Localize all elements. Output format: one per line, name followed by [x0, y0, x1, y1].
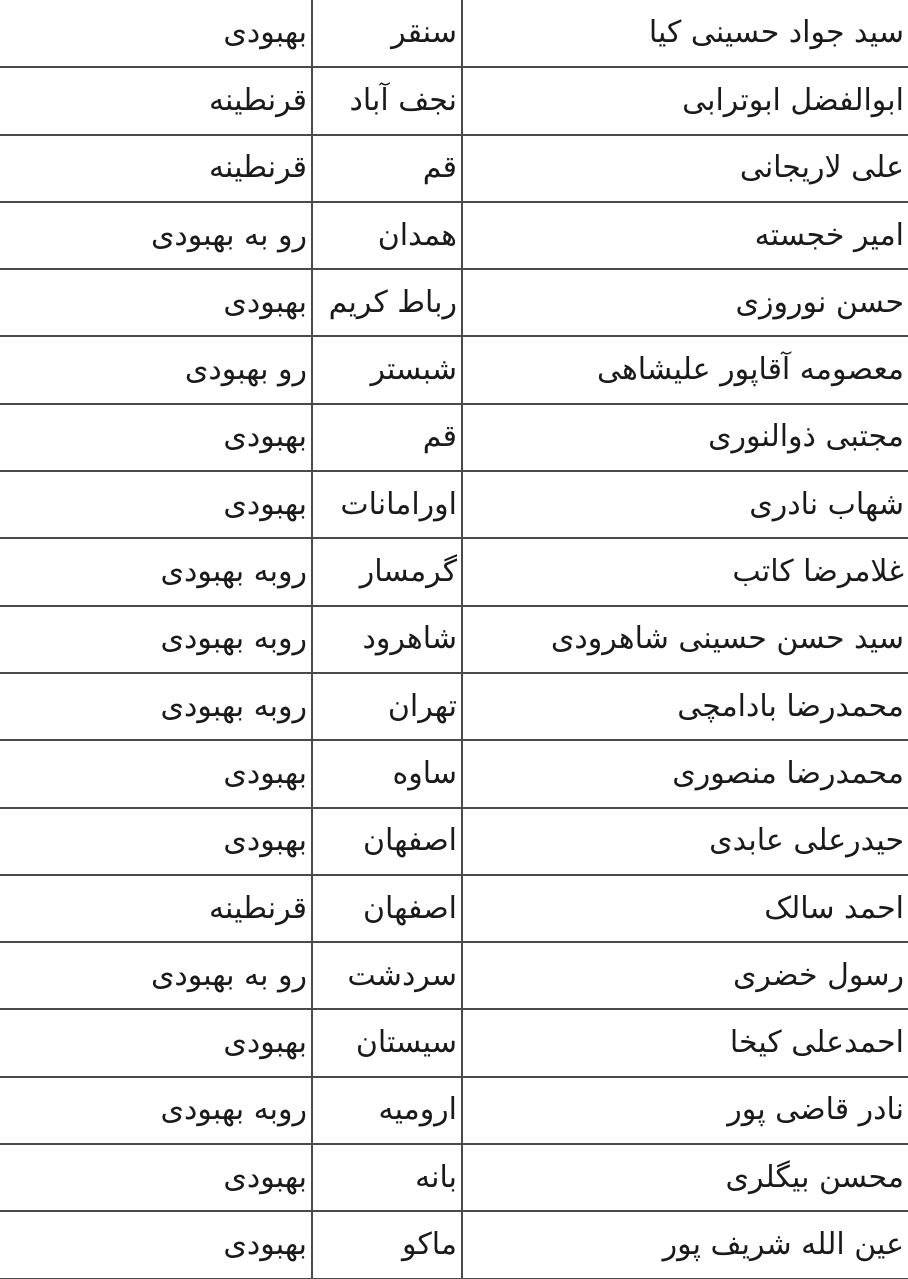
status-cell: روبه بهبودی — [0, 606, 312, 673]
city-cell: نجف آباد — [312, 67, 462, 134]
table-row — [0, 404, 908, 471]
table-row — [0, 1211, 908, 1278]
status-cell: بهبودی — [0, 0, 312, 67]
status-cell: بهبودی — [0, 808, 312, 875]
name-cell: سید حسن حسینی شاهرودی — [462, 606, 908, 673]
table-row — [0, 942, 908, 1009]
city-cell: شبستر — [312, 336, 462, 403]
table-row — [0, 269, 908, 336]
city-cell: تهران — [312, 673, 462, 740]
table-row — [0, 1077, 908, 1144]
table-row — [0, 538, 908, 605]
table-row — [0, 336, 908, 403]
city-cell: اصفهان — [312, 875, 462, 942]
city-cell: شاهرود — [312, 606, 462, 673]
name-cell: حسن نوروزی — [462, 269, 908, 336]
status-cell: بهبودی — [0, 1009, 312, 1076]
status-cell: بهبودی — [0, 1211, 312, 1278]
table-row — [0, 606, 908, 673]
name-cell: محمدرضا بادامچی — [462, 673, 908, 740]
status-cell: قرنطینه — [0, 875, 312, 942]
city-cell: همدان — [312, 202, 462, 269]
status-cell: قرنطینه — [0, 67, 312, 134]
status-cell: بهبودی — [0, 740, 312, 807]
name-cell: حیدرعلی عابدی — [462, 808, 908, 875]
table-row — [0, 67, 908, 134]
table-row — [0, 135, 908, 202]
city-cell: سیستان — [312, 1009, 462, 1076]
table-row — [0, 1144, 908, 1211]
status-cell: رو به بهبودی — [0, 202, 312, 269]
name-cell: غلامرضا کاتب — [462, 538, 908, 605]
city-cell: رباط کریم — [312, 269, 462, 336]
city-cell: ارومیه — [312, 1077, 462, 1144]
table-row — [0, 740, 908, 807]
name-cell: علی لاریجانی — [462, 135, 908, 202]
status-cell: رو به بهبودی — [0, 942, 312, 1009]
status-cell: روبه بهبودی — [0, 673, 312, 740]
name-cell: معصومه آقاپور علیشاهی — [462, 336, 908, 403]
table-row — [0, 202, 908, 269]
city-cell: ساوه — [312, 740, 462, 807]
table-row — [0, 808, 908, 875]
table-row — [0, 0, 908, 67]
status-cell: روبه بهبودی — [0, 1077, 312, 1144]
city-cell: قم — [312, 135, 462, 202]
name-cell: محمدرضا منصوری — [462, 740, 908, 807]
table-row — [0, 673, 908, 740]
city-cell: گرمسار — [312, 538, 462, 605]
table-row — [0, 1009, 908, 1076]
status-cell: بهبودی — [0, 269, 312, 336]
name-cell: احمدعلی کیخا — [462, 1009, 908, 1076]
city-cell: اصفهان — [312, 808, 462, 875]
name-cell: عین الله شریف پور — [462, 1211, 908, 1278]
status-cell: بهبودی — [0, 404, 312, 471]
table-row — [0, 471, 908, 538]
city-cell: بانه — [312, 1144, 462, 1211]
name-cell: احمد سالک — [462, 875, 908, 942]
status-cell: رو بهبودی — [0, 336, 312, 403]
name-cell: نادر قاضی پور — [462, 1077, 908, 1144]
name-cell: رسول خضری — [462, 942, 908, 1009]
city-cell: سردشت — [312, 942, 462, 1009]
city-cell: قم — [312, 404, 462, 471]
status-cell: روبه بهبودی — [0, 538, 312, 605]
status-cell: بهبودی — [0, 471, 312, 538]
name-cell: شهاب نادری — [462, 471, 908, 538]
status-cell: بهبودی — [0, 1144, 312, 1211]
name-cell: امیر خجسته — [462, 202, 908, 269]
city-cell: ماکو — [312, 1211, 462, 1278]
table-row — [0, 875, 908, 942]
name-cell: ابوالفضل ابوترابی — [462, 67, 908, 134]
city-cell: سنقر — [312, 0, 462, 67]
city-cell: اورامانات — [312, 471, 462, 538]
name-cell: سید جواد حسینی کیا — [462, 0, 908, 67]
name-cell: محسن بیگلری — [462, 1144, 908, 1211]
name-cell: مجتبی ذوالنوری — [462, 404, 908, 471]
status-cell: قرنطینه — [0, 135, 312, 202]
